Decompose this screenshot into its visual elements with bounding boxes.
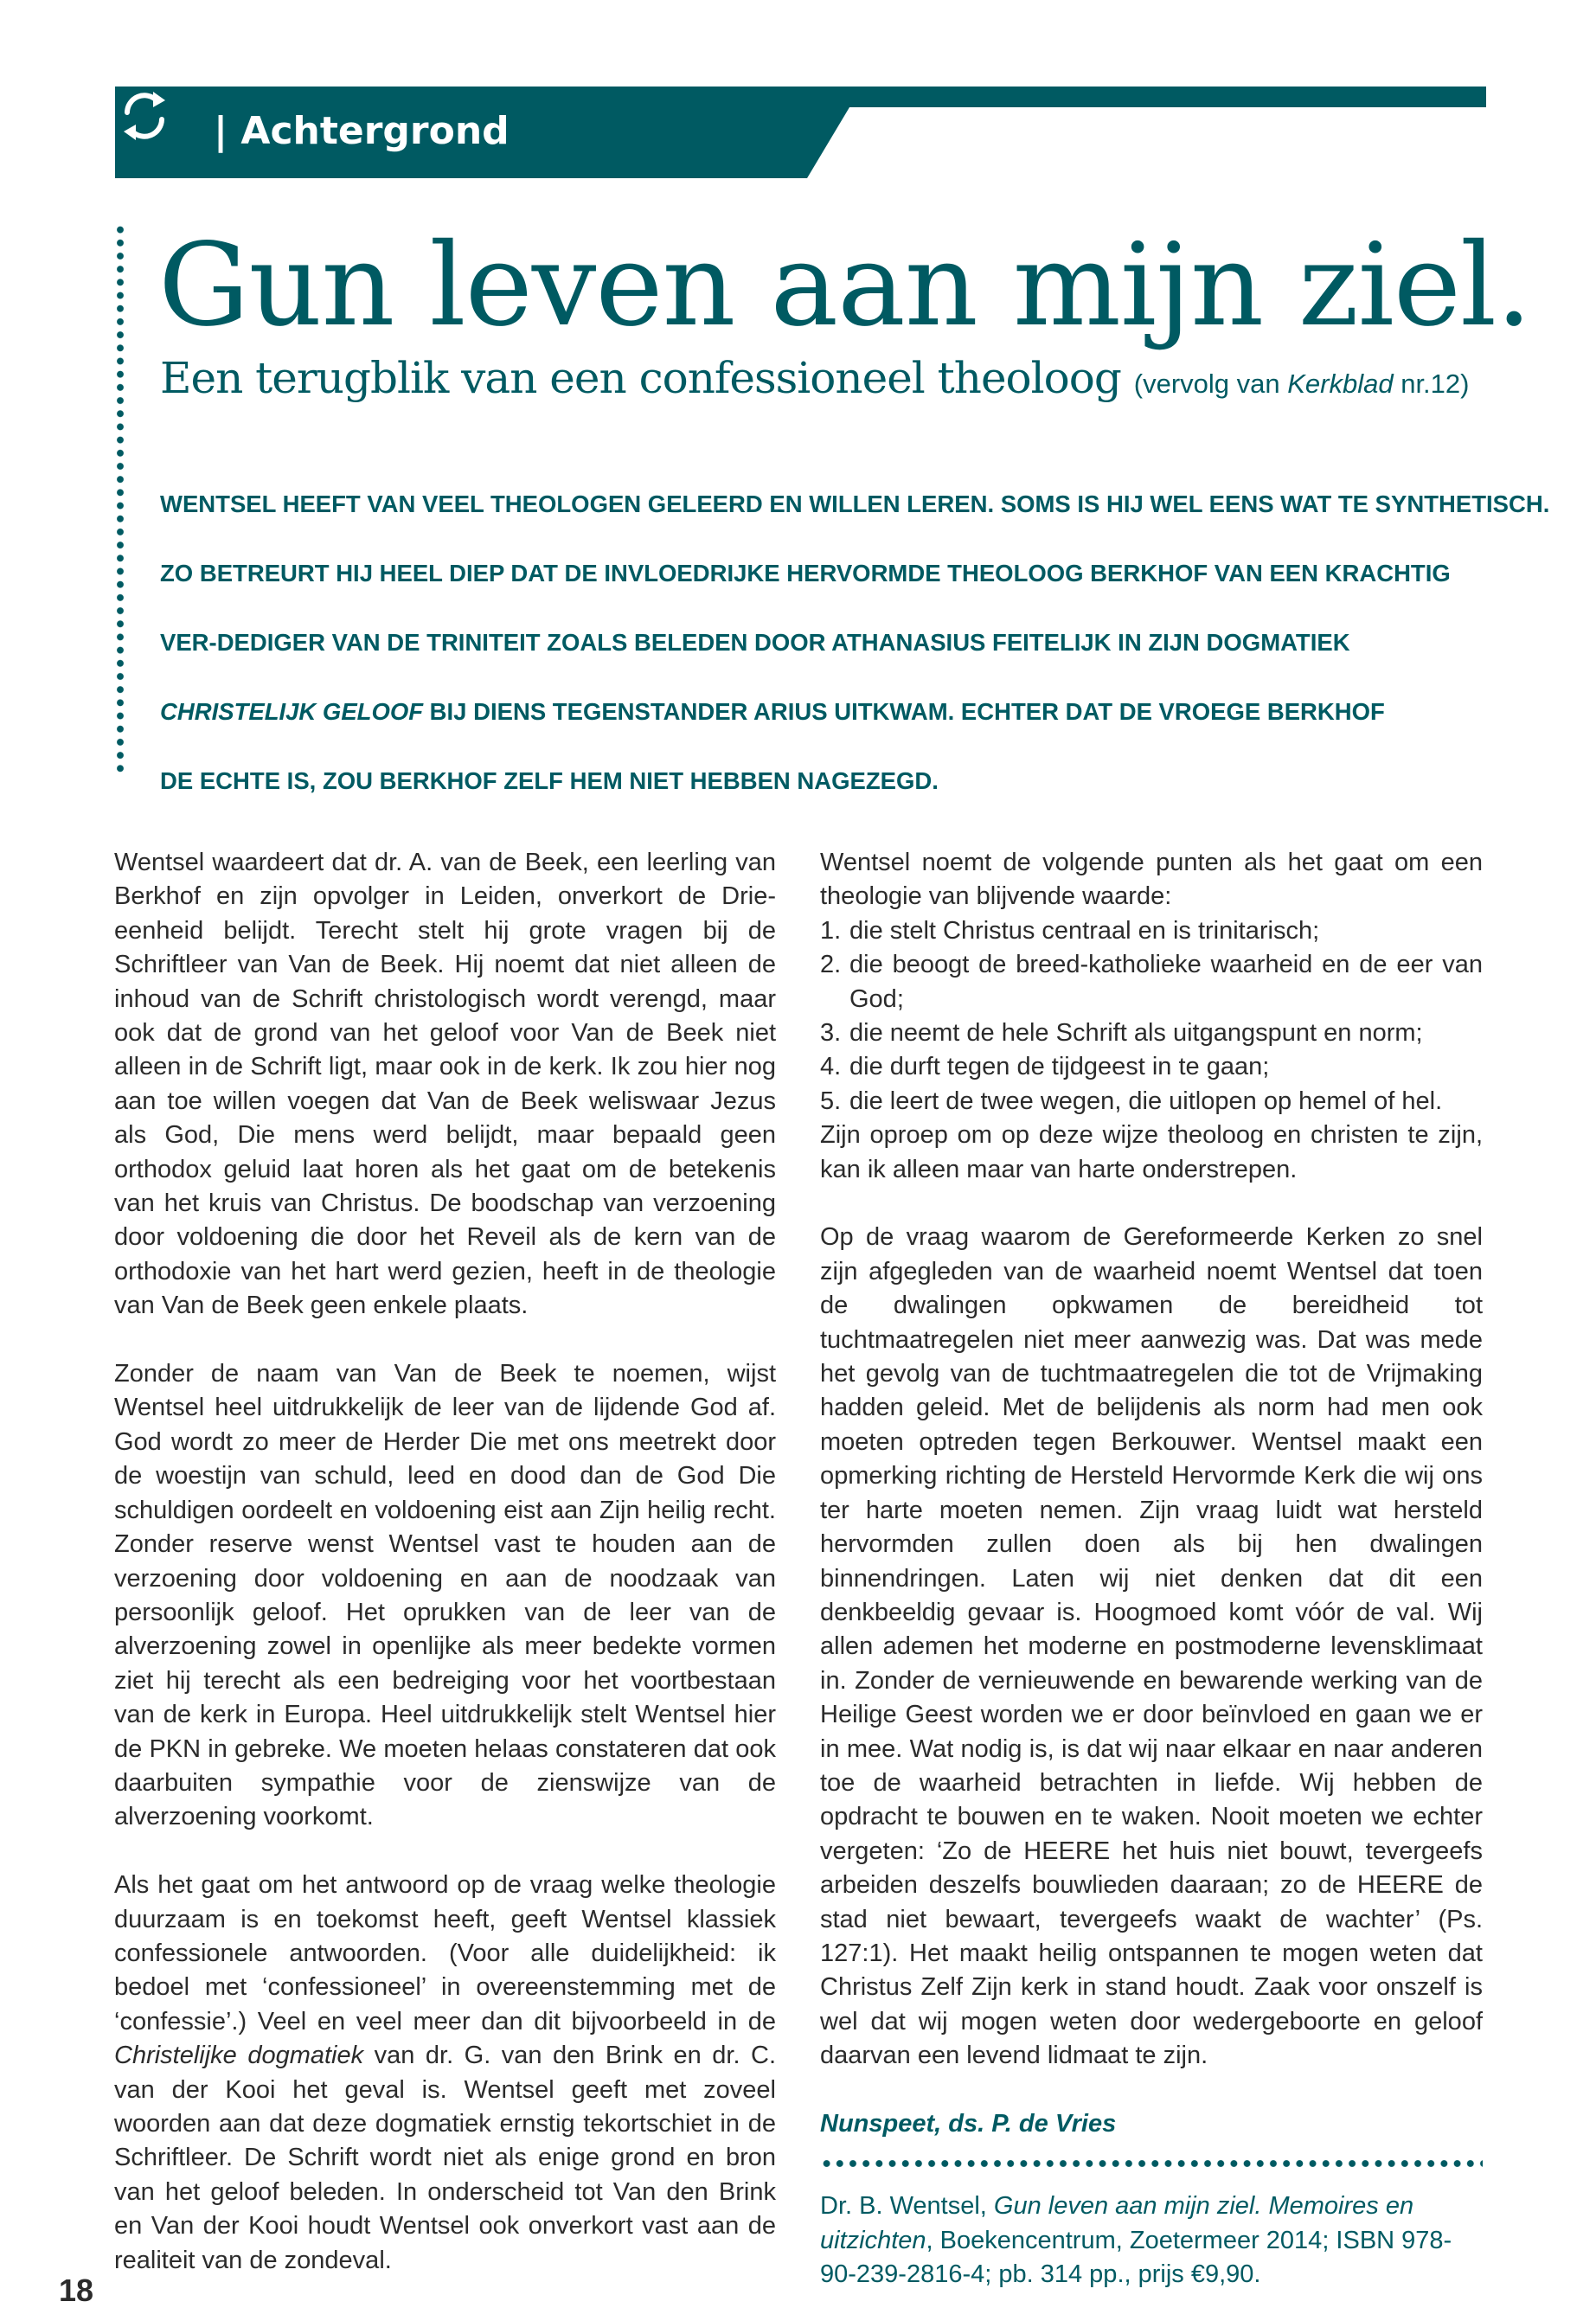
lead-line: ZO BETREURT HIJ HEEL DIEP DAT DE INVLOEDRIJKE HERVORMDE THEOLOOG BERKHOF VAN EEN KRACHTIG <box>160 560 1451 587</box>
list-text: die durft tegen de tijdgeest in te gaan; <box>849 1053 1270 1081</box>
list-text: die neemt de hele Schrift als uitgangspunt en norm; <box>849 1019 1423 1048</box>
subtitle-note <box>1134 369 1470 399</box>
book-title: Gun leven aan mijn ziel. Memoires en uitzichten <box>820 2192 1414 2254</box>
list-number: 4. <box>820 1053 842 1081</box>
list-text: die leert de twee wegen, die uitlopen op hemel of hel. <box>849 1087 1443 1115</box>
body-text: Als het gaat om het antwoord op de vraag welke theologie duurzaam is en toekomst heeft, geeft Wentsel klassiek confessionele antwoorden. (Voor alle duidelijkheid: ik bedoel met ‘confessioneel’ in overeenstemming met de ‘confessie’.) Veel en veel meer dan dit bijvoorbeeld in de <box>114 1871 776 2036</box>
subtitle-note-suffix: nr.12) <box>1393 369 1470 399</box>
list-text: die beoogt de breed-katholieke waarheid en de eer van God; <box>849 951 1483 1013</box>
body-column-left <box>114 846 776 2278</box>
author-signature: Nunspeet, ds. P. de Vries <box>820 2110 1117 2138</box>
article-title: Gun leven aan mijn ziel. <box>158 219 1532 352</box>
list-number: 1. <box>820 916 842 945</box>
body-paragraph <box>114 1869 776 2278</box>
section-label: | Achtergrond <box>214 109 510 153</box>
points-list <box>820 914 1483 1119</box>
list-item <box>820 914 1483 948</box>
list-text: die stelt Christus centraal en is trinitarisch; <box>849 916 1320 945</box>
subtitle-note-magazine: Kerkblad <box>1287 369 1394 399</box>
section-banner <box>115 87 1486 178</box>
page-number: 18 <box>59 2273 94 2308</box>
body-column-right <box>820 846 1483 2292</box>
book-author: Dr. B. Wentsel, <box>820 2192 994 2221</box>
list-item <box>820 1085 1483 1119</box>
lead-line: WENTSEL HEEFT VAN VEEL THEOLOGEN GELEERD EN WILLEN LEREN. SOMS IS HIJ WEL EENS WAT TE SYNTHETISCH. <box>160 490 1550 517</box>
dotted-divider-horizontal <box>820 2158 1483 2169</box>
lead-line: VER-DEDIGER VAN DE TRINITEIT ZOALS BELEDEN DOOR ATHANASIUS FEITELIJK IN ZIJN DOGMATIEK <box>160 629 1350 656</box>
lead-line <box>160 677 1497 747</box>
article-subtitle <box>160 348 1469 414</box>
list-item <box>820 1050 1483 1084</box>
body-paragraph: Zonder de naam van Van de Beek te noemen, wijst Wentsel heel uitdrukkelijk de leer van de lijdende God af. God wordt zo meer de Herder Die met ons meetrekt door de woestijn van schuld, leed en dood dan de God Die schuldigen oordeelt en voldoening eist aan Zijn heilig recht. Zonder reserve wenst Wentsel vast te houden aan de verzoening door voldoening en aan de noodzaak van persoonlijk geloof. Het oprukken van de leer van de alverzoening zowel in openlijke als meer bedekte vormen ziet hij terecht als een bedreiging voor het voortbestaan van de kerk in Europa. Heel uitdrukkelijk stelt Wentsel hier de PKN in gebreke. We moeten helaas constateren dat ook daarbuiten sympathie voor de zienswijze van de alverzoening voorkomt. <box>114 1360 776 1831</box>
book-info <box>820 2189 1483 2292</box>
body-paragraph: Wentsel waardeert dat dr. A. van de Beek, een leerling van Berkhof en zijn opvolger in Leiden, onverkort de Drie-eenheid belijdt. Terecht stelt hij grote vragen bij de Schriftleer van Van de Beek. Hij noemt dat niet alleen de inhoud van de Schrift christologisch wordt verengd, maar ook dat de grond van het geloof voor Van de Beek niet alleen in de Schrift ligt, maar ook in de kerk. Ik zou hier nog aan toe willen voegen dat Van de Beek weliswaar Jezus als God, Die mens werd belijdt, maar bepaald geen orthodox geluid laat horen als het gaat om de betekenis van het kruis van Christus. De boodschap van verzoening door voldoening die door het Reveil als de kern van de orthodoxie van het hart werd gezien, heeft in de theologie van Van de Beek geen enkele plaats. <box>114 849 776 1320</box>
dotted-divider-vertical <box>115 223 125 777</box>
list-intro: Wentsel noemt de volgende punten als het gaat om een theologie van blijvende waarde: <box>820 849 1483 911</box>
recycle-arrows-icon <box>115 87 174 145</box>
body-book-title: Christelijke dogmatiek <box>114 2042 364 2070</box>
list-number: 2. <box>820 951 842 979</box>
body-text: van dr. G. van den Brink en dr. C. van der Kooi het geval is. Wentsel geeft met zoveel woorden aan dat deze dogmatiek ernstig tekortschiet in de Schriftleer. De Schrift wordt niet als enige grond en bron van het geloof beleden. In onderscheid tot Van den Brink en Van der Kooi houdt Wentsel ook onverkort vast aan de realiteit van de zondeval. <box>114 2042 777 2274</box>
subtitle-note-prefix: (vervolg van <box>1133 369 1288 399</box>
lead-paragraph <box>160 470 1550 816</box>
lead-book-title: CHRISTELIJK GELOOF <box>160 698 424 725</box>
list-item <box>820 948 1483 1016</box>
list-number: 3. <box>820 1019 842 1048</box>
body-paragraph: Zijn oproep om op deze wijze theoloog en christen te zijn, kan ik alleen maar van harte onderstrepen. <box>820 1121 1483 1183</box>
subtitle-main: Een terugblik van een confessioneel theoloog <box>160 353 1121 403</box>
list-item <box>820 1016 1483 1050</box>
book-details: , Boekencentrum, Zoetermeer 2014; ISBN 978-90-239-2816-4; pb. 314 pp., prijs €9,90. <box>820 2226 1452 2289</box>
list-number: 5. <box>820 1087 842 1115</box>
lead-line-rest: BIJ DIENS TEGENSTANDER ARIUS UITKWAM. ECHTER DAT DE VROEGE BERKHOF <box>423 698 1385 725</box>
lead-line: DE ECHTE IS, ZOU BERKHOF ZELF HEM NIET HEBBEN NAGEZEGD. <box>160 767 939 794</box>
body-paragraph: Op de vraag waarom de Gereformeerde Kerken zo snel zijn afgegleden van de waarheid noemt Wentsel dat toen de dwalingen opkwamen de bereidheid tot tuchtmaatregelen niet meer aanwezig was. Dat was mede het gevolg van de tuchtmaatregelen die tot de Vrijmaking hadden geleid. Met de belijdenis als norm had men ook moeten optreden tegen Berkouwer. Wentsel maakt een opmerking richting de Hersteld Hervormde Kerk die wij ons ter harte moeten nemen. Zijn vraag luidt wat hersteld hervormden zullen doen als bij hen dwalingen binnendringen. Laten wij niet denken dat dit een denkbeeldig gevaar is. Hoogmoed komt vóór de val. Wij allen ademen het moderne en postmoderne levensklimaat in. Zonder de vernieuwende en bewarende werking van de Heilige Geest worden we er door beïnvloed en gaan we er in mee. Wat nodig is, is dat wij naar elkaar en naar anderen toe de waarheid betrachten in liefde. Wij hebben de opdracht te bouwen en te waken. Nooit moeten we echter vergeten: ‘Zo de HEERE het huis niet bouwt, tevergeefs arbeiden deszelfs bouwlieden daaraan; zo de HEERE de stad niet bewaart, tevergeefs waakt de wachter’ (Ps. 127:1). Het maakt heilig ontspannen te mogen weten dat Christus Zelf Zijn kerk in stand houdt. Zaak voor onszelf is wel dat wij mogen weten door wedergeboorte en geloof daarvan een levend lidmaat te zijn. <box>820 1223 1483 2070</box>
